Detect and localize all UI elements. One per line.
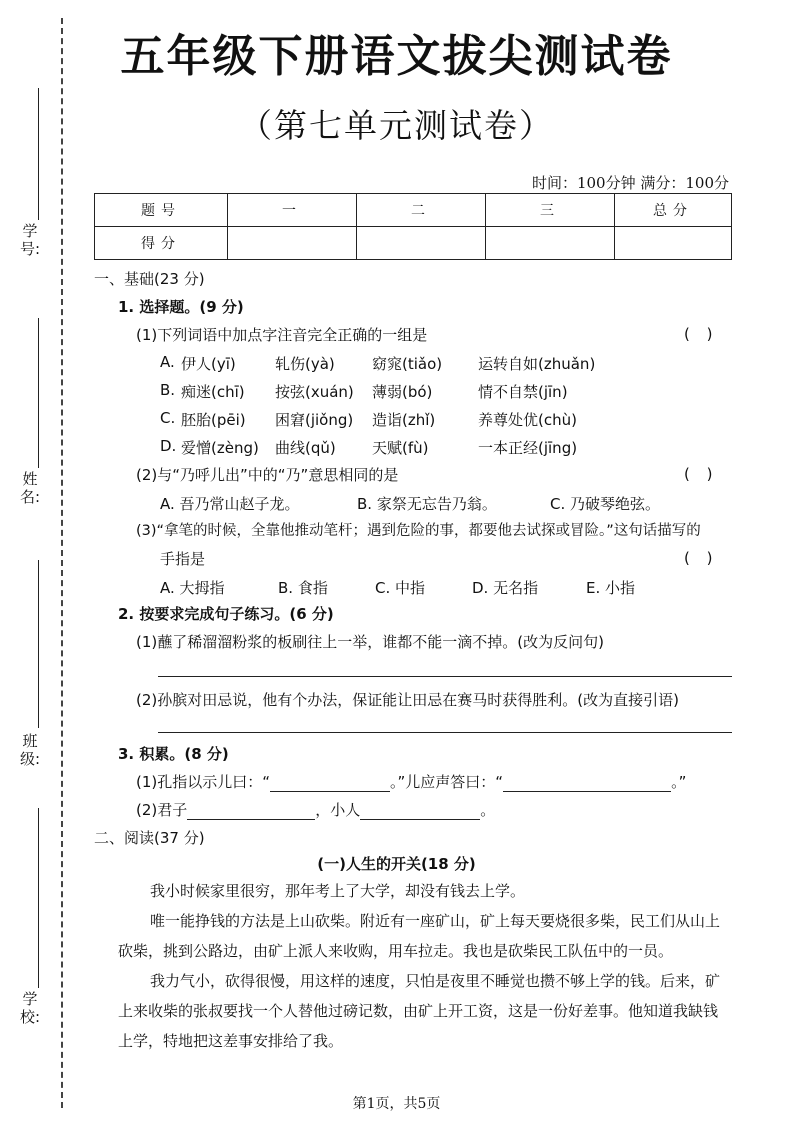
q1-sub3-stem: (3)“拿笔的时候，全靠他推动笔杆；遇到危险的事，都要他去试探或冒险。”这句话描写的 (136, 523, 701, 539)
q3-line1-text-a: (1)孔指以示儿曰：“ (136, 773, 271, 791)
option-label: C. (160, 409, 176, 427)
option-item: 养尊处优(chù) (478, 411, 577, 429)
option-item: 困窘(jiǒng) (275, 411, 354, 429)
q1-sub3-option: E. 小指 (586, 579, 636, 597)
answer-paren[interactable]: ( ) (684, 465, 719, 483)
answer-paren[interactable]: ( ) (684, 325, 719, 343)
q1-sub2-option: A. 吾乃常山赵子龙。 (160, 495, 300, 513)
exam-title: 五年级下册语文拔尖测试卷 (120, 31, 673, 82)
passage-paragraph: 唯一能挣钱的方法是上山砍柴。附近有一座矿山，矿上每天要烧很多柴，民工们从山上砍柴，挑到公路边，由矿上派人来收购，用车拉走。我也是砍柴民工队伍中的一员。 (118, 912, 721, 960)
option-item: 运转自如(zhuǎn) (478, 355, 596, 373)
option-label: B. (160, 381, 176, 399)
page-footer: 第1页，共5页 (352, 1096, 441, 1112)
option-item: 情不自禁(jīn) (478, 383, 568, 401)
q3-line1-text-c: 。” (671, 773, 687, 791)
score-header-cell: 三 (486, 194, 615, 227)
time-info: 时间：100分钟 满分：100分 (531, 174, 729, 192)
fill-blank[interactable] (187, 803, 315, 820)
q3-line1-text-b: 。”儿应声答曰：“ (390, 773, 504, 791)
option-item: 一本正经(jīng) (478, 439, 578, 457)
q3-title: 3. 积累。(8 分) (118, 745, 229, 763)
q3-line2-text-a: (2)君子 (136, 801, 188, 819)
option-item: 天赋(fù) (372, 439, 429, 457)
score-header-cell: 二 (357, 194, 486, 227)
answer-paren[interactable]: ( ) (684, 549, 719, 567)
q3-line2-text-b: ，小人 (315, 801, 361, 819)
name-label: 姓名: (19, 470, 41, 506)
q2-title: 2. 按要求完成句子练习。(6 分) (118, 605, 334, 623)
option-item: 轧伤(yà) (275, 355, 335, 373)
score-cell[interactable] (615, 227, 732, 260)
score-header-cell: 一 (228, 194, 357, 227)
q1-sub2-stem: (2)与“乃呼儿出”中的“乃”意思相同的是 (136, 466, 399, 484)
q1-sub2-option: C. 乃破琴绝弦。 (550, 495, 661, 513)
q1-sub3-option: C. 中指 (375, 579, 426, 597)
score-cell[interactable] (357, 227, 486, 260)
option-item: 造诣(zhǐ) (372, 411, 436, 429)
option-item: 伊人(yī) (181, 355, 236, 373)
option-item: 按弦(xuán) (275, 383, 354, 401)
section2-heading: 二、阅读(37 分) (94, 829, 205, 847)
option-label: A. (160, 353, 175, 371)
q1-sub3-option: B. 食指 (278, 579, 328, 597)
q1-sub1-stem: (1)下列词语中加点字注音完全正确的一组是 (136, 326, 428, 344)
option-item: 曲线(qǔ) (275, 439, 336, 457)
school-line (38, 808, 39, 988)
class-label: 班级: (19, 732, 41, 768)
q3-line2-text-c: 。 (480, 801, 496, 819)
passage-paragraph: 我力气小，砍得很慢，用这样的速度，只怕是夜里不睡觉也攒不够上学的钱。后来，矿上来收柴的张叔要找一个人替他过磅记数，由矿上开工资，这是一份好差事。他知道我缺钱上学，特地把这差事安排给了我。 (118, 972, 721, 1050)
score-table-score-row (95, 227, 732, 260)
score-cell[interactable] (486, 227, 615, 260)
score-table-header-row (95, 194, 732, 227)
passage-paragraph: 我小时候家里很穷，那年考上了大学，却没有钱去上学。 (150, 882, 526, 900)
option-item: 胚胎(pēi) (181, 411, 246, 429)
section1-heading: 一、基础(23 分) (94, 270, 205, 288)
q1-title: 1. 选择题。(9 分) (118, 298, 244, 316)
q1-sub3-option: A. 大拇指 (160, 579, 225, 597)
q2-sentence-1: (1)蘸了稀溜溜粉浆的板刷往上一举，谁都不能一滴不掉。(改为反问句) (136, 633, 604, 651)
option-item: 薄弱(bó) (372, 383, 433, 401)
fill-blank[interactable] (360, 803, 480, 820)
answer-line[interactable] (158, 676, 732, 677)
option-item: 痴迷(chī) (181, 383, 245, 401)
q1-sub3-option: D. 无名指 (472, 579, 539, 597)
option-label: D. (160, 437, 177, 455)
score-header-cell: 总分 (615, 194, 732, 227)
q3-line-1 (136, 772, 686, 792)
q1-sub2-option: B. 家祭无忘告乃翁。 (357, 495, 497, 513)
score-header-cell: 题号 (95, 194, 228, 227)
passage-title: (一)人生的开关(18 分) (317, 855, 476, 873)
option-item: 窈窕(tiǎo) (372, 355, 443, 373)
q3-line-2 (136, 800, 495, 820)
binding-dashed-line (61, 18, 63, 1108)
school-label: 学校: (19, 990, 41, 1026)
q2-sentence-2: (2)孙膑对田忌说，他有个办法，保证能让田忌在赛马时获得胜利。(改为直接引语) (136, 691, 679, 709)
name-line (38, 318, 39, 468)
class-line (38, 560, 39, 728)
q1-sub3-stem-cont: 手指是 (160, 550, 206, 568)
answer-line[interactable] (158, 732, 732, 733)
fill-blank[interactable] (503, 775, 671, 792)
score-table (94, 193, 732, 260)
score-cell[interactable] (228, 227, 357, 260)
option-item: 爱憎(zèng) (181, 439, 259, 457)
student-id-label: 学号: (19, 222, 41, 258)
fill-blank[interactable] (270, 775, 390, 792)
score-row-label: 得分 (95, 227, 228, 260)
exam-subtitle: （第七单元测试卷） (239, 106, 554, 145)
